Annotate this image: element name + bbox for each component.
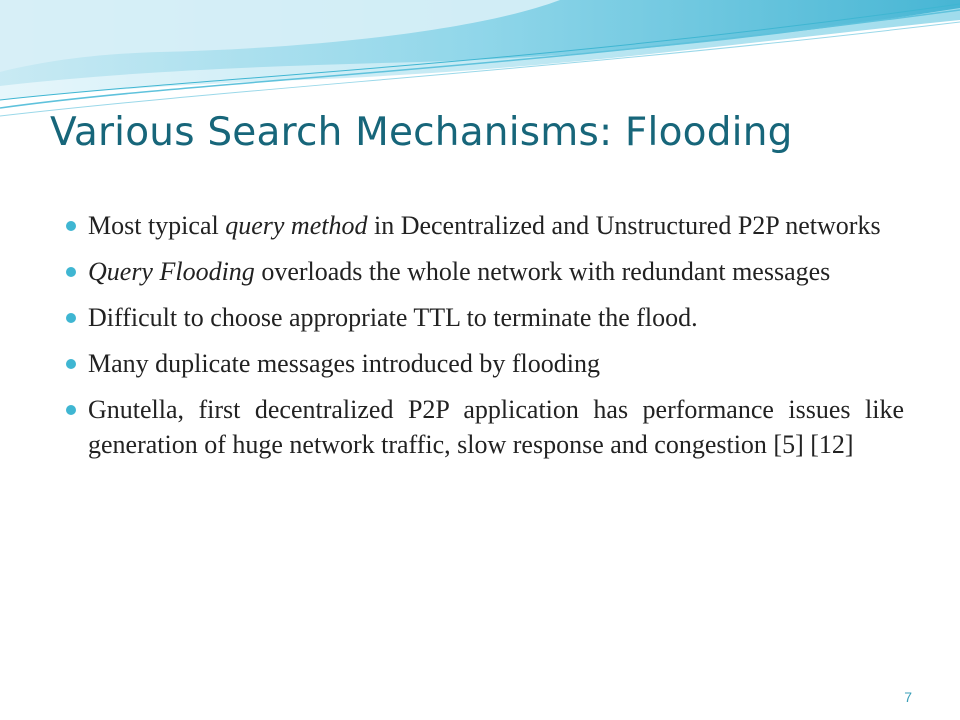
bullet-item — [66, 208, 904, 243]
bullet-emphasis: query method — [225, 211, 368, 240]
bullet-item — [66, 392, 904, 462]
bullet-item — [66, 346, 904, 381]
bullet-segment: Most typical — [88, 211, 226, 240]
bullet-text — [88, 303, 698, 332]
bullet-segment: Gnutella, first decentralized P2P application has performance issues like generation of huge network traffic, slow response and congestion [5] [12] — [88, 395, 904, 459]
bullet-text — [88, 211, 881, 240]
bullet-dot-icon — [66, 405, 76, 415]
bullet-item — [66, 254, 904, 289]
bullet-dot-icon — [66, 221, 76, 231]
bullet-dot-icon — [66, 313, 76, 323]
bullet-text — [88, 395, 904, 459]
bullet-text — [88, 349, 600, 378]
bullet-list — [66, 208, 904, 473]
bullet-dot-icon — [66, 267, 76, 277]
bullet-segment: Difficult to choose appropriate TTL to terminate the flood. — [88, 303, 698, 332]
bullet-segment: Many duplicate messages introduced by flooding — [88, 349, 600, 378]
bullet-segment: overloads the whole network with redundant messages — [254, 257, 831, 286]
bullet-segment: in Decentralized and Unstructured P2P networks — [367, 211, 881, 240]
page-number: 7 — [904, 689, 912, 705]
bullet-dot-icon — [66, 359, 76, 369]
bullet-item — [66, 300, 904, 335]
bullet-emphasis: Query Flooding — [88, 257, 255, 286]
slide-title: Various Search Mechanisms: Flooding — [50, 110, 793, 155]
bullet-text — [88, 257, 830, 286]
